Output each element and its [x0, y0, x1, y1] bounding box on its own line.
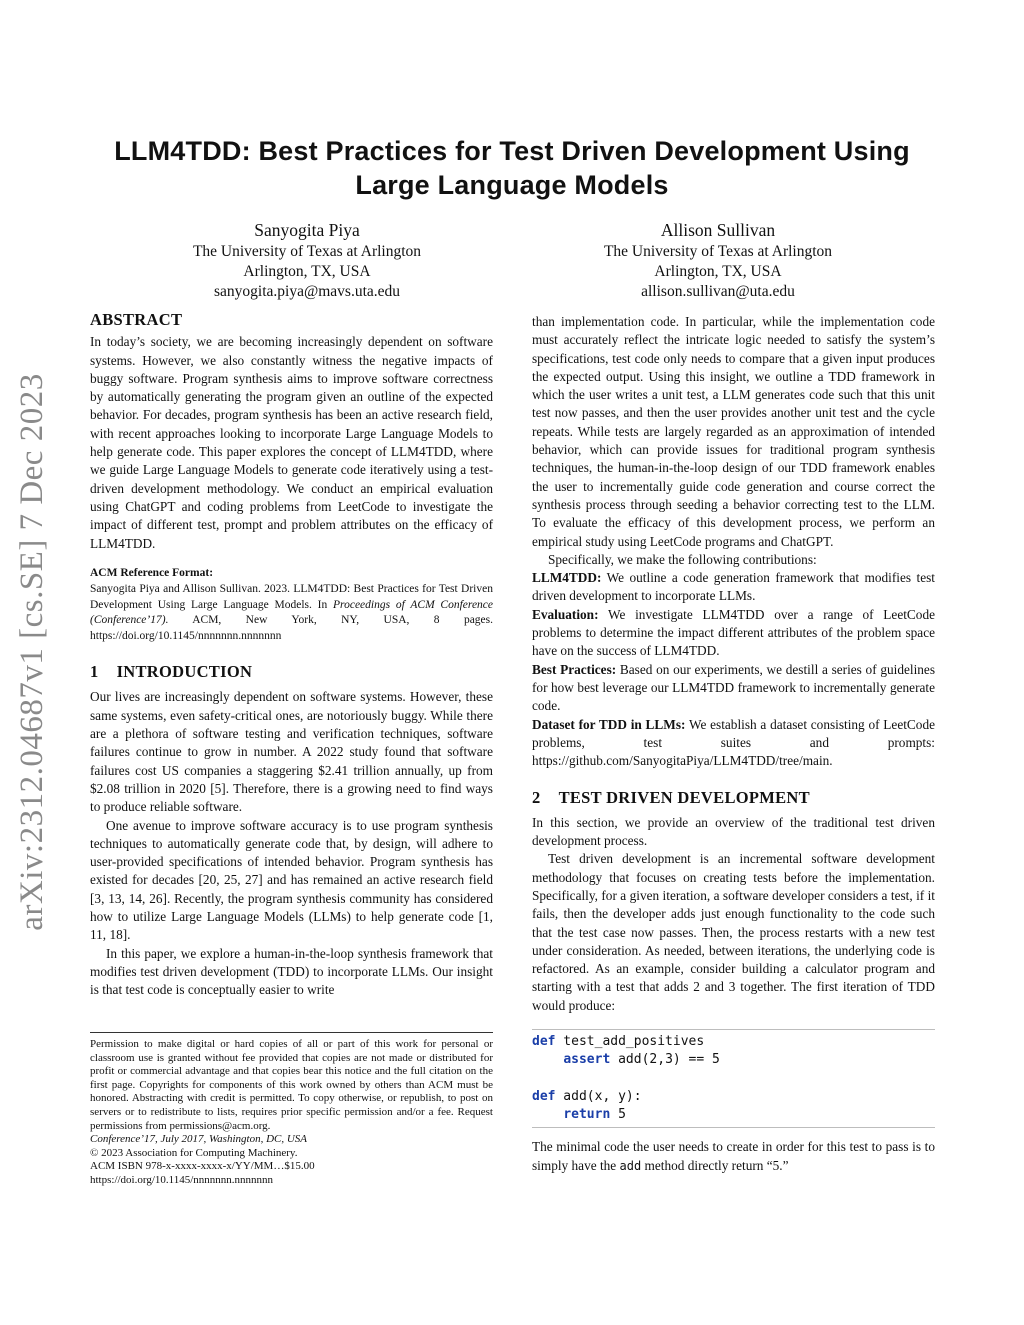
author-name: Allison Sullivan	[660, 220, 776, 240]
section-heading-tdd	[532, 789, 935, 807]
after-code-text: method directly return “5.”	[641, 1157, 789, 1173]
after-code-paragraph	[532, 1138, 935, 1175]
contribution-term: Dataset for TDD in LLMs:	[532, 716, 686, 732]
contribution-text: We investigate LLM4TDD over a range of LeetCode problems to determine the impact different attributes of the problem space have on the success of LLM4TDD.	[532, 606, 935, 659]
author-block-2	[551, 218, 885, 302]
footnote-doi: https://doi.org/10.1145/nnnnnnn.nnnnnnn	[90, 1173, 274, 1186]
inline-code: add	[619, 1158, 642, 1173]
left-column	[90, 311, 493, 1000]
author-location: Arlington, TX, USA	[654, 263, 782, 280]
contribution-text: We outline a code generation framework that modifies test driven development to incorporate LLMs.	[532, 570, 935, 604]
right-paragraph-1: than implementation code. In particular, while the implementation code must accurately reflect the intricate logic needed to satisfy the system’s specifications, test code only needs to compare that a given input produces the expected output. Using this insight, we outline a TDD framework in which the user writes a unit test, a LLM generates code such that this unit test now passes, and then the user provides another unit test and the cycle repeats. While tests are largely regarded as an approximation of intended behavior, which can provide issues for traditional program synthesis techniques, the human-in-the-loop design of our TDD framework enables the user to incrementally guide code generation and course correct the synthesis process through seeding a behavior correcting test to the LLM. To evaluate the efficacy of this development process, we perform an empirical study using LeetCode programs and ChatGPT.	[532, 314, 935, 549]
contribution-item	[532, 716, 935, 771]
code-keyword: def	[532, 1033, 556, 1049]
contribution-item	[532, 569, 935, 606]
code-keyword: assert	[563, 1052, 611, 1068]
author-affiliation: The University of Texas at Arlington	[603, 243, 833, 260]
after-code-text: The minimal code the user needs to create in order for this test to pass is to simply have the	[532, 1139, 935, 1173]
code-listing	[532, 1033, 935, 1124]
footnote-block	[90, 1032, 493, 1188]
right-paragraph-2: Specifically, we make the following contributions:	[548, 551, 817, 567]
section-number: 1	[90, 662, 99, 682]
author-email: sanyogita.piya@mavs.uta.edu	[213, 283, 401, 300]
acm-reference-heading: ACM Reference Format:	[90, 566, 214, 579]
acm-ref-part: Sanyogita Piya and Allison Sullivan. 2023. LLM4TDD: Best Practices for Test Driven Development Using Large Language Models. In	[90, 583, 493, 611]
abstract-text: In today’s society, we are becoming increasingly dependent on software systems. However, we also constantly witness the negative impacts of buggy software. Program synthesis aims to improve software correctness by automatically generating the program given an outline of the expected behavior. For decades, program synthesis has been an active research field, with recent approaches looking to incorporate Large Language Models to help generate code. This paper explores the concept of LLM4TDD, where we guide Large Language Models to generate code iteratively using a test-driven development methodology. We conduct an empirical evaluation using ChatGPT and coding problems from LeetCode to investigate the impact of different test, prompt and problem attributes on the efficacy of LLM4TDD.	[90, 334, 493, 551]
code-rule-top	[532, 1029, 935, 1030]
tdd-paragraph-2: Test driven development is an incremental software development methodology that focuses on creating tests before the implementation. Specifically, for a given iteration, a software developer considers a test, if it fails, then the developer adds just enough functionality to the code such that the test case now passes. Then, the process restarts with a new test under consideration. As needed, between iterations, the underlying code is refactored. As an example, consider building a calculator program and starting with a test that adds 2 and 3 together. The first iteration of TDD would produce:	[532, 851, 935, 1013]
author-name: Sanyogita Piya	[254, 220, 360, 240]
footnote-permission: Permission to make digital or hard copies of all or part of this work for personal or classroom use is granted without fee provided that copies are not made or distributed for profit or commercial advantage and that copies bear this notice and the full citation on the first page. Copyrights for components of this work owned by others than ACM must be honored. Abstracting with credit is permitted. To copy otherwise, or republish, to post on servers or to redistribute to lists, requires prior specific permission and/or a fee. Request permissions from permissions@acm.org.	[90, 1038, 493, 1132]
contribution-text: Based on our experiments, we destill a series of guidelines for how best leverage our LLM4TDD framework to incrementally generate code.	[532, 661, 935, 714]
author-location: Arlington, TX, USA	[243, 263, 371, 280]
acm-reference-text	[90, 582, 493, 644]
section-title: INTRODUCTION	[116, 662, 253, 682]
contribution-item	[532, 606, 935, 661]
paper-title	[100, 134, 924, 202]
acm-ref-venue: Proceedings of ACM Conference (Conference’17).	[90, 598, 494, 627]
code-text: test_add_positives	[555, 1033, 705, 1049]
acm-reference	[90, 564, 493, 644]
intro-paragraph-2: One avenue to improve software accuracy is to use program synthesis techniques to automatically generate code that, by design, will adhere to user-provided specifications of intended behavior. Program synthesis has existed for decades [20, 25, 27] and has remained an active research field [3, 13, 14, 26]. Recently, the program synthesis community has considered how to utilize Large Language Models (LLMs) to help generate code [1, 11, 18].	[90, 817, 493, 943]
acm-ref-part: ACM, New York, NY, USA, 8 pages. https://doi.org/10.1145/nnnnnnn.nnnnnnn	[90, 614, 493, 642]
section-number: 2	[532, 788, 541, 808]
intro-paragraph-3: In this paper, we explore a human-in-the-loop synthesis framework that modifies test driven development (TDD) to incorporate LLMs. Our insight is that test code is conceptually easier to write	[90, 945, 493, 998]
title-line-1: LLM4TDD: Best Practices for Test Driven Development Using	[114, 136, 910, 166]
contribution-term: Best Practices:	[532, 661, 617, 677]
contribution-term: LLM4TDD:	[532, 570, 602, 586]
section-title: TEST DRIVEN DEVELOPMENT	[558, 788, 810, 808]
tdd-paragraph-1: In this section, we provide an overview of the traditional test driven development process.	[532, 814, 935, 849]
code-text: add(x, y):	[555, 1088, 642, 1104]
abstract-heading: ABSTRACT	[90, 310, 183, 329]
author-block-1	[140, 218, 474, 302]
contribution-text: We establish a dataset consisting of LeetCode problems, test suites and prompts: https://github.com/SanyogitaPiya/LLM4TDD/tree/main.	[532, 716, 935, 769]
code-keyword: def	[532, 1088, 556, 1104]
intro-paragraph-1: Our lives are increasingly dependent on software systems. However, these same systems, even safety-critical ones, are notoriously buggy. While there are a plethora of software testing and verification techniques, software failures continue to grow in number. A 2022 study found that software failures cost US companies a staggering $2.41 trillion annually, up from $2.08 trillion in 2020 [5]. Therefore, there is a growing need to find ways to produce reliable software.	[90, 689, 493, 815]
title-line-2: Large Language Models	[355, 170, 669, 200]
code-text: 5	[610, 1107, 626, 1123]
right-column	[532, 313, 935, 1175]
footnote-conference: Conference’17, July 2017, Washington, DC, USA	[90, 1133, 308, 1146]
arxiv-stamp: arXiv:2312.04687v1 [cs.SE] 7 Dec 2023	[14, 373, 50, 931]
footnote-copyright: © 2023 Association for Computing Machinery.	[90, 1146, 298, 1159]
code-rule-bottom	[532, 1127, 935, 1128]
contribution-term: Evaluation:	[532, 606, 599, 622]
footnote-isbn: ACM ISBN 978-x-xxxx-xxxx-x/YY/MM…$15.00	[90, 1160, 315, 1173]
section-heading-introduction	[90, 663, 493, 681]
code-text: add(2,3) == 5	[610, 1052, 720, 1068]
contribution-item	[532, 661, 935, 716]
footnote-rule	[90, 1032, 493, 1033]
author-affiliation: The University of Texas at Arlington	[192, 243, 422, 260]
code-keyword: return	[563, 1107, 611, 1123]
author-email: allison.sullivan@uta.edu	[641, 283, 795, 300]
